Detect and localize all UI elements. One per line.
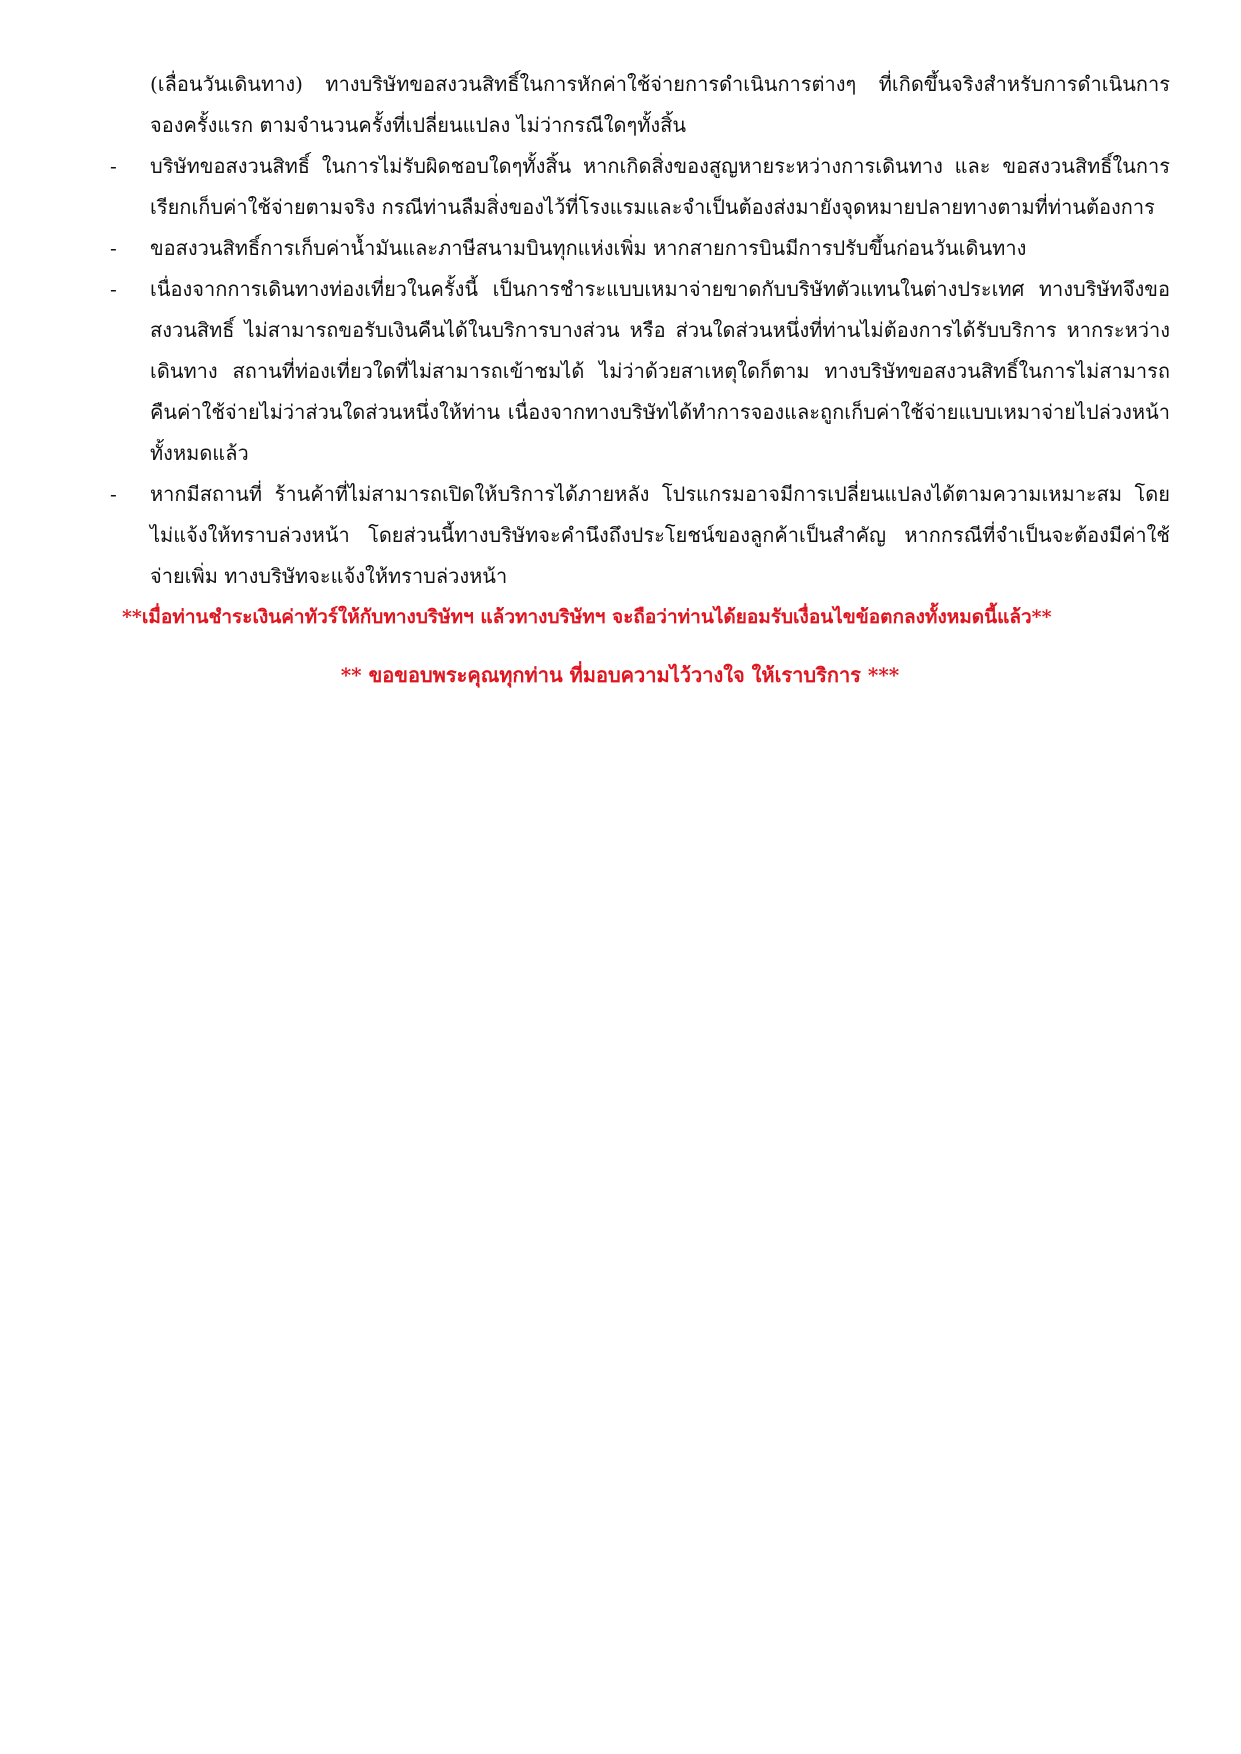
list-item-text: หากมีสถานที่ ร้านค้าที่ไม่สามารถเปิดให้บริการได้ภายหลัง โปรแกรมอาจมีการเปลี่ยนแปลงได้ตามความเหมาะสม โดยไม่แจ้งให้ทราบล่วงหน้า โดยส่วนนี้ทางบริษัทจะคำนึงถึงประโยชน์ของลูกค้าเป็นสำคัญ หากกรณีที่จำเป็นจะต้องมีค่าใช้จ่ายเพิ่ม ทางบริษัทจะแจ้งให้ทราบล่วงหน้า (150, 482, 1170, 588)
list-item-text: ขอสงวนสิทธิ์การเก็บค่าน้ำมันและภาษีสนามบินทุกแห่งเพิ่ม หากสายการบินมีการปรับขึ้นก่อนวันเดินทาง (150, 236, 1027, 260)
dash-bullet: - (110, 482, 117, 506)
thank-you-line: ** ขอขอบพระคุณทุกท่าน ที่มอบความไว้วางใจ ให้เราบริการ *** (340, 663, 900, 687)
list-item (110, 146, 1170, 228)
acceptance-notice: **เมื่อท่านชำระเงินค่าทัวร์ให้กับทางบริษัทฯ แล้วทางบริษัทฯ จะถือว่าท่านได้ยอมรับเงื่อนไขข้อตกลงทั้งหมดนี้แล้ว** (122, 606, 1052, 628)
list-item-text: บริษัทขอสงวนสิทธิ์ ในการไม่รับผิดชอบใดๆทั้งสิ้น หากเกิดสิ่งของสูญหายระหว่างการเดินทาง และ ขอสงวนสิทธิ์ในการเรียกเก็บค่าใช้จ่ายตามจริง กรณีท่านลืมสิ่งของไว้ที่โรงแรมและจำเป็นต้องส่งมายังจุดหมายปลายทางตามที่ท่านต้องการ (150, 154, 1170, 219)
continuation-paragraph: (เลื่อนวันเดินทาง) ทางบริษัทขอสงวนสิทธิ์ในการหักค่าใช้จ่ายการดำเนินการต่างๆ ที่เกิดขึ้นจริงสำหรับการดำเนินการจองครั้งแรก ตามจำนวนครั้งที่เปลี่ยนแปลง ไม่ว่ากรณีใดๆทั้งสิ้น (150, 72, 1170, 137)
list-item (110, 228, 1170, 269)
list-item (110, 474, 1170, 597)
dash-bullet: - (110, 236, 117, 260)
dash-bullet: - (110, 154, 117, 178)
dash-bullet: - (110, 277, 117, 301)
list-item (110, 269, 1170, 474)
list-item-text: เนื่องจากการเดินทางท่องเที่ยวในครั้งนี้ เป็นการชำระแบบเหมาจ่ายขาดกับบริษัทตัวแทนในต่างประเทศ ทางบริษัทจึงขอสงวนสิทธิ์ ไม่สามารถขอรับเงินคืนได้ในบริการบางส่วน หรือ ส่วนใดส่วนหนึ่งที่ท่านไม่ต้องการได้รับบริการ หากระหว่างเดินทาง สถานที่ท่องเที่ยวใดที่ไม่สามารถเข้าชมได้ ไม่ว่าด้วยสาเหตุใดก็ตาม ทางบริษัทขอสงวนสิทธิ์ในการไม่สามารถคืนค่าใช้จ่ายไม่ว่าส่วนใดส่วนหนึ่งให้ท่าน เนื่องจากทางบริษัทได้ทำการจองและถูกเก็บค่าใช้จ่ายแบบเหมาจ่ายไปล่วงหน้าทั้งหมดแล้ว (150, 277, 1170, 465)
terms-content (110, 64, 1170, 693)
